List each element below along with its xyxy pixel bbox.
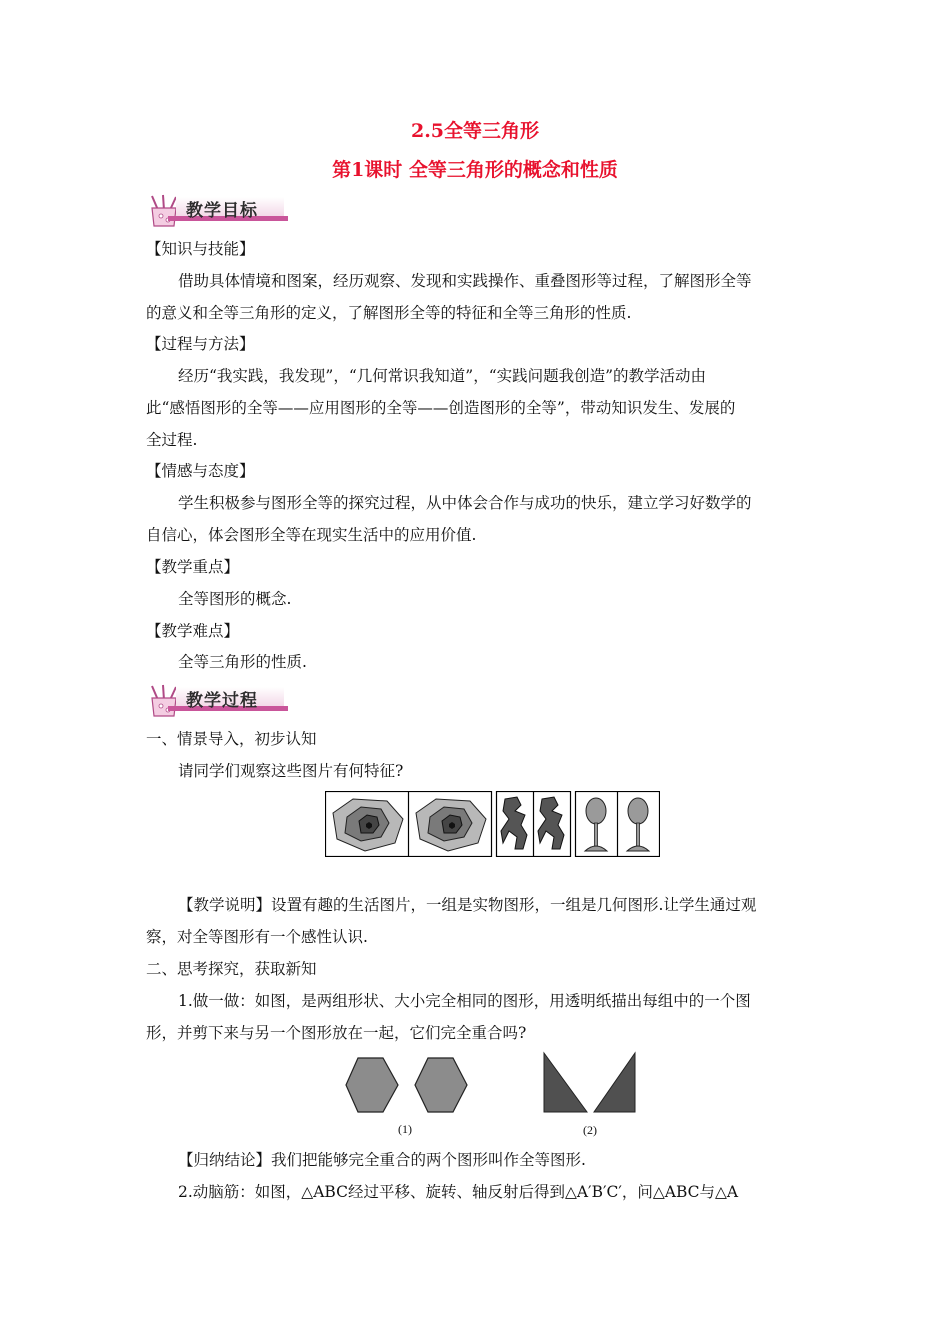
section-banner-process <box>146 684 288 718</box>
congruent-shapes-figure <box>343 1050 638 1116</box>
paragraph-line: 的意义和全等三角形的定义，了解图形全等的特征和全等三角形的性质. <box>146 304 632 322</box>
paragraph-line: 全过程. <box>146 431 198 449</box>
paragraph-line: 自信心，体会图形全等在现实生活中的应用价值. <box>146 526 477 544</box>
banner-label: 教学目标 <box>186 201 258 221</box>
step1-question: 请同学们观察这些图片有何特征? <box>178 762 404 780</box>
paragraph-line: 经历“我实践，我发现”，“几何常识我知道”，“实践问题我创造”的教学活动由 <box>178 367 707 385</box>
attitude-heading: 【情感与态度】 <box>146 462 255 480</box>
paragraph-line: 形，并剪下来与另一个图形放在一起，它们完全重合吗? <box>146 1024 527 1042</box>
lesson-title: 2.5全等三角形 <box>410 120 540 142</box>
paragraph-line: 学生积极参与图形全等的探究过程，从中体会合作与成功的快乐，建立学习好数学的 <box>178 494 752 512</box>
knowledge-heading: 【知识与技能】 <box>146 240 255 258</box>
difficulty-heading: 【教学难点】 <box>146 622 240 640</box>
banner-label: 教学过程 <box>186 691 258 711</box>
paragraph-line: 借助具体情境和图案，经历观察、发现和实践操作、重叠图形等过程，了解图形全等 <box>178 272 752 290</box>
paragraph-line: 此“感悟图形的全等——应用图形的全等——创造图形的全等”，带动知识发生、发展的 <box>146 399 736 417</box>
method-heading: 【过程与方法】 <box>146 335 255 353</box>
triangle-right <box>594 1053 635 1112</box>
paragraph-line: 1.做一做：如图，是两组形状、大小完全相同的图形，用透明纸描出每组中的一个图 <box>178 992 751 1010</box>
difficulty-text: 全等三角形的性质. <box>178 653 307 671</box>
paragraph-line: 【教学说明】设置有趣的生活图片，一组是实物图形，一组是几何图形.让学生通过观 <box>178 896 757 914</box>
key-point-heading: 【教学重点】 <box>146 558 240 576</box>
paragraph-line: 2.动脑筋：如图，△ABC经过平移、旋转、轴反射后得到△A′B′C′，问△ABC与△A <box>178 1183 739 1201</box>
hexagon-right <box>415 1058 467 1112</box>
triangle-left <box>544 1053 587 1112</box>
figure-caption-1: (1) <box>398 1122 412 1136</box>
step1-heading: 一、情景导入，初步认知 <box>146 730 317 748</box>
congruent-pictures-figure <box>325 791 660 857</box>
conclusion-text: 【归纳结论】我们把能够完全重合的两个图形叫作全等图形. <box>178 1151 586 1169</box>
step2-heading: 二、思考探究，获取新知 <box>146 960 317 978</box>
section-banner-goals <box>146 194 288 228</box>
key-point-text: 全等图形的概念. <box>178 590 292 608</box>
figure-caption-2: (2) <box>583 1123 597 1137</box>
paragraph-line: 察，对全等图形有一个感性认识. <box>146 928 368 946</box>
lesson-subtitle: 第1课时 全等三角形的概念和性质 <box>332 159 618 181</box>
hexagon-left <box>346 1058 398 1112</box>
